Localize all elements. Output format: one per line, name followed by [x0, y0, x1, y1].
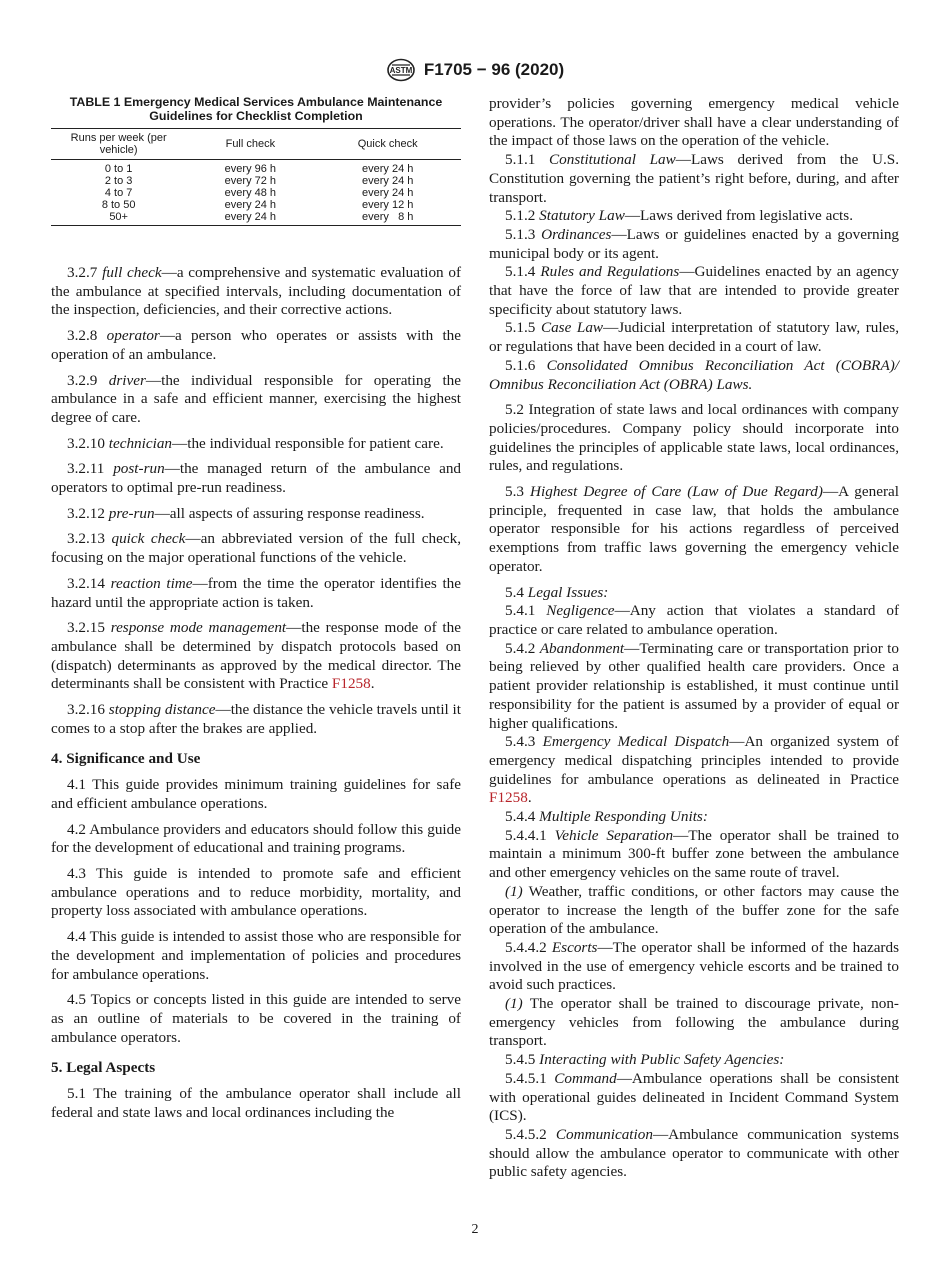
maintenance-table-block: [51, 95, 461, 226]
paragraph-5-4-4: 5.4.4 Multiple Responding Units:: [505, 808, 708, 826]
paragraph-5-4-2: 5.4.2 Abandonment—Terminating care or transportation prior to being relieved by other qualified health care providers. Once a patient provider relationship is established, it must continue until responsibility for the patient is assumed by a provider of equal or higher qualifications.: [489, 639, 899, 732]
col-header-full: Full check: [225, 138, 276, 150]
section-5-heading: 5. Legal Aspects: [51, 1059, 156, 1077]
paragraph-5-2: 5.2 Integration of state laws and local ordinances with company policies/procedures. Company policy should incorporate into guidelines the principles of applicable state laws, local ordinances, rules, and regulations.: [489, 401, 899, 475]
paragraph-5-4-3: 5.4.3 Emergency Medical Dispatch—An organized system of emergency medical dispatching principles intended to provide guidelines for ambulance operations as delineated in Practice F1258.: [489, 733, 899, 807]
paragraph-5-1-continued: provider’s policies governing emergency medical vehicle operations. The operator/driver shall have a clear understanding of the impact of those laws on the operation of the vehicle.: [489, 95, 899, 150]
paragraph-5-4: 5.4 Legal Issues:: [505, 583, 609, 601]
paragraph-4-5: 4.5 Topics or concepts listed in this guide are intended to serve as an outline of materials to be covered in the training of ambulance operators.: [51, 991, 461, 1046]
left-column: [51, 95, 461, 1129]
paragraph-5-4-5-1: 5.4.5.1 Command—Ambulance operations shall be consistent with operational guides delineated in Incident Command System (ICS).: [489, 1069, 900, 1125]
definition-3-2-11: 3.2.11 post-run—the managed return of the ambulance and operators to optimal pre-run readiness.: [51, 460, 462, 497]
definition-3-2-7: 3.2.7 full check—a comprehensive and systematic evaluation of the ambulance at specified intervals, including documentation of the inspection, deficiencies, and their corrective actions.: [51, 264, 462, 319]
paragraph-4-4: 4.4 This guide is intended to assist those who are responsible for the development and implementation of policies and procedures for ambulance operations.: [51, 928, 461, 983]
right-column: [489, 95, 899, 1182]
col-header-runs: Runs per week (per vehicle): [70, 132, 167, 156]
document-id: F1705 − 96 (2020): [423, 60, 565, 79]
paragraph-5-4-4-1-item-1: (1) Weather, traffic conditions, or other factors may cause the operator to increase the length of the buffer zone for the safe operation of the ambulance.: [489, 882, 899, 938]
astm-logo-icon: [386, 58, 416, 82]
practice-f1258-link[interactable]: F1258: [489, 789, 528, 807]
paragraph-5-4-5: 5.4.5 Interacting with Public Safety Agencies:: [505, 1051, 785, 1069]
table-caption: TABLE 1 Emergency Medical Services Ambulance Maintenance Guidelines for Checklist Completion: [69, 95, 443, 123]
paragraph-4-1: 4.1 This guide provides minimum training guidelines for safe and efficient ambulance operations.: [51, 776, 461, 812]
col-header-quick: Quick check: [357, 138, 418, 150]
paragraph-5-4-4-2-item-1: (1) The operator shall be trained to discourage private, non-emergency vehicles from following the ambulance during transport.: [489, 995, 899, 1050]
page-header: [0, 56, 950, 84]
section-4-heading: 4. Significance and Use: [51, 750, 201, 768]
maintenance-table: [51, 128, 461, 226]
definition-3-2-9: 3.2.9 driver—the individual responsible for operating the ambulance in a safe and efficient manner, exercising the highest degree of care.: [51, 371, 462, 426]
definition-3-2-16: 3.2.16 stopping distance—the distance the vehicle travels until it comes to a stop after the brakes are applied.: [51, 701, 461, 737]
paragraph-5-4-5-2: 5.4.5.2 Communication—Ambulance communication systems should allow the ambulance operator to communicate with other public safety agencies.: [489, 1125, 899, 1181]
definition-3-2-15: 3.2.15 response mode management—the response mode of the ambulance shall be determined by dispatch protocols based on (dispatch) determinants as approved by the medical director. The determinants shall be consistent with Practice F1258.: [51, 619, 461, 693]
paragraph-4-3: 4.3 This guide is intended to promote safe and efficient ambulance operations and to reduce morbidity, mortality, and property loss associated with ambulance operations.: [51, 864, 461, 920]
definition-3-2-8: 3.2.8 operator—a person who operates or assists with the operation of an ambulance.: [51, 327, 462, 363]
paragraph-5-4-4-2: 5.4.4.2 Escorts—The operator shall be informed of the hazards involved in the use of emergency vehicle escorts and be trained to avoid such practices.: [489, 938, 899, 994]
page-number: 2: [471, 1222, 479, 1237]
definition-3-2-14: 3.2.14 reaction time—from the time the operator identifies the hazard until the appropriate action is taken.: [51, 574, 462, 611]
svg-text:ASTM: ASTM: [389, 66, 413, 75]
paragraph-5-1-3: 5.1.3 Ordinances—Laws or guidelines enacted by a governing municipal body or its agent.: [489, 225, 900, 262]
practice-f1258-link[interactable]: F1258: [331, 675, 371, 693]
table-row: 0 to 1 every 96 h every 24 h: [104, 163, 414, 175]
paragraph-5-4-1: 5.4.1 Negligence—Any action that violates a standard of practice or care related to ambulance operation.: [489, 602, 899, 638]
paragraph-4-2: 4.2 Ambulance providers and educators should follow this guide for the development of educational and training programs.: [51, 820, 461, 857]
definition-3-2-13: 3.2.13 quick check—an abbreviated version of the full check, focusing on the major operational functions of the vehicle.: [51, 530, 461, 567]
paragraph-5-1-5: 5.1.5 Case Law—Judicial interpretation of statutory law, rules, or regulations that have been decided in a court of law.: [489, 319, 900, 356]
table-row: 4 to 7 every 48 h every 24 h: [104, 187, 414, 199]
definition-3-2-10: 3.2.10 technician—the individual responsible for patient care.: [67, 434, 444, 452]
definition-3-2-12: 3.2.12 pre-run—all aspects of assuring response readiness.: [67, 504, 425, 522]
paragraph-5-1-6: 5.1.6 Consolidated Omnibus Reconciliation Act (COBRA)/ Omnibus Reconciliation Act (OBRA) Laws.: [489, 356, 899, 393]
paragraph-5-1-1: 5.1.1 Constitutional Law—Laws derived from the U.S. Constitution governing the patient’s right before, during, and after transport.: [489, 151, 900, 206]
paragraph-5-1-2: 5.1.2 Statutory Law—Laws derived from legislative acts.: [505, 207, 853, 225]
paragraph-5-1: 5.1 The training of the ambulance operator shall include all federal and state laws and local ordinances including the: [51, 1085, 461, 1121]
paragraph-5-4-4-1: 5.4.4.1 Vehicle Separation—The operator shall be trained to maintain a minimum 300-ft buffer zone between the ambulance and other emergency vehicles on the same route of travel.: [489, 826, 899, 882]
table-row: 2 to 3 every 72 h every 24 h: [104, 175, 414, 187]
paragraph-5-1-4: 5.1.4 Rules and Regulations—Guidelines enacted by an agency that have the force of law that are intended to provide greater specificity about statutory laws.: [489, 263, 899, 318]
table-row: 8 to 50 every 24 h every 12 h: [101, 199, 414, 211]
paragraph-5-3: 5.3 Highest Degree of Care (Law of Due Regard)—A general principle, frequented in case law, that holds the ambulance operator responsible for his actions regardless of perceived exemptions from traffic laws governing the emergency vehicle operator.: [489, 483, 899, 575]
table-row: 50+ every 24 h every 8 h: [51, 211, 461, 226]
